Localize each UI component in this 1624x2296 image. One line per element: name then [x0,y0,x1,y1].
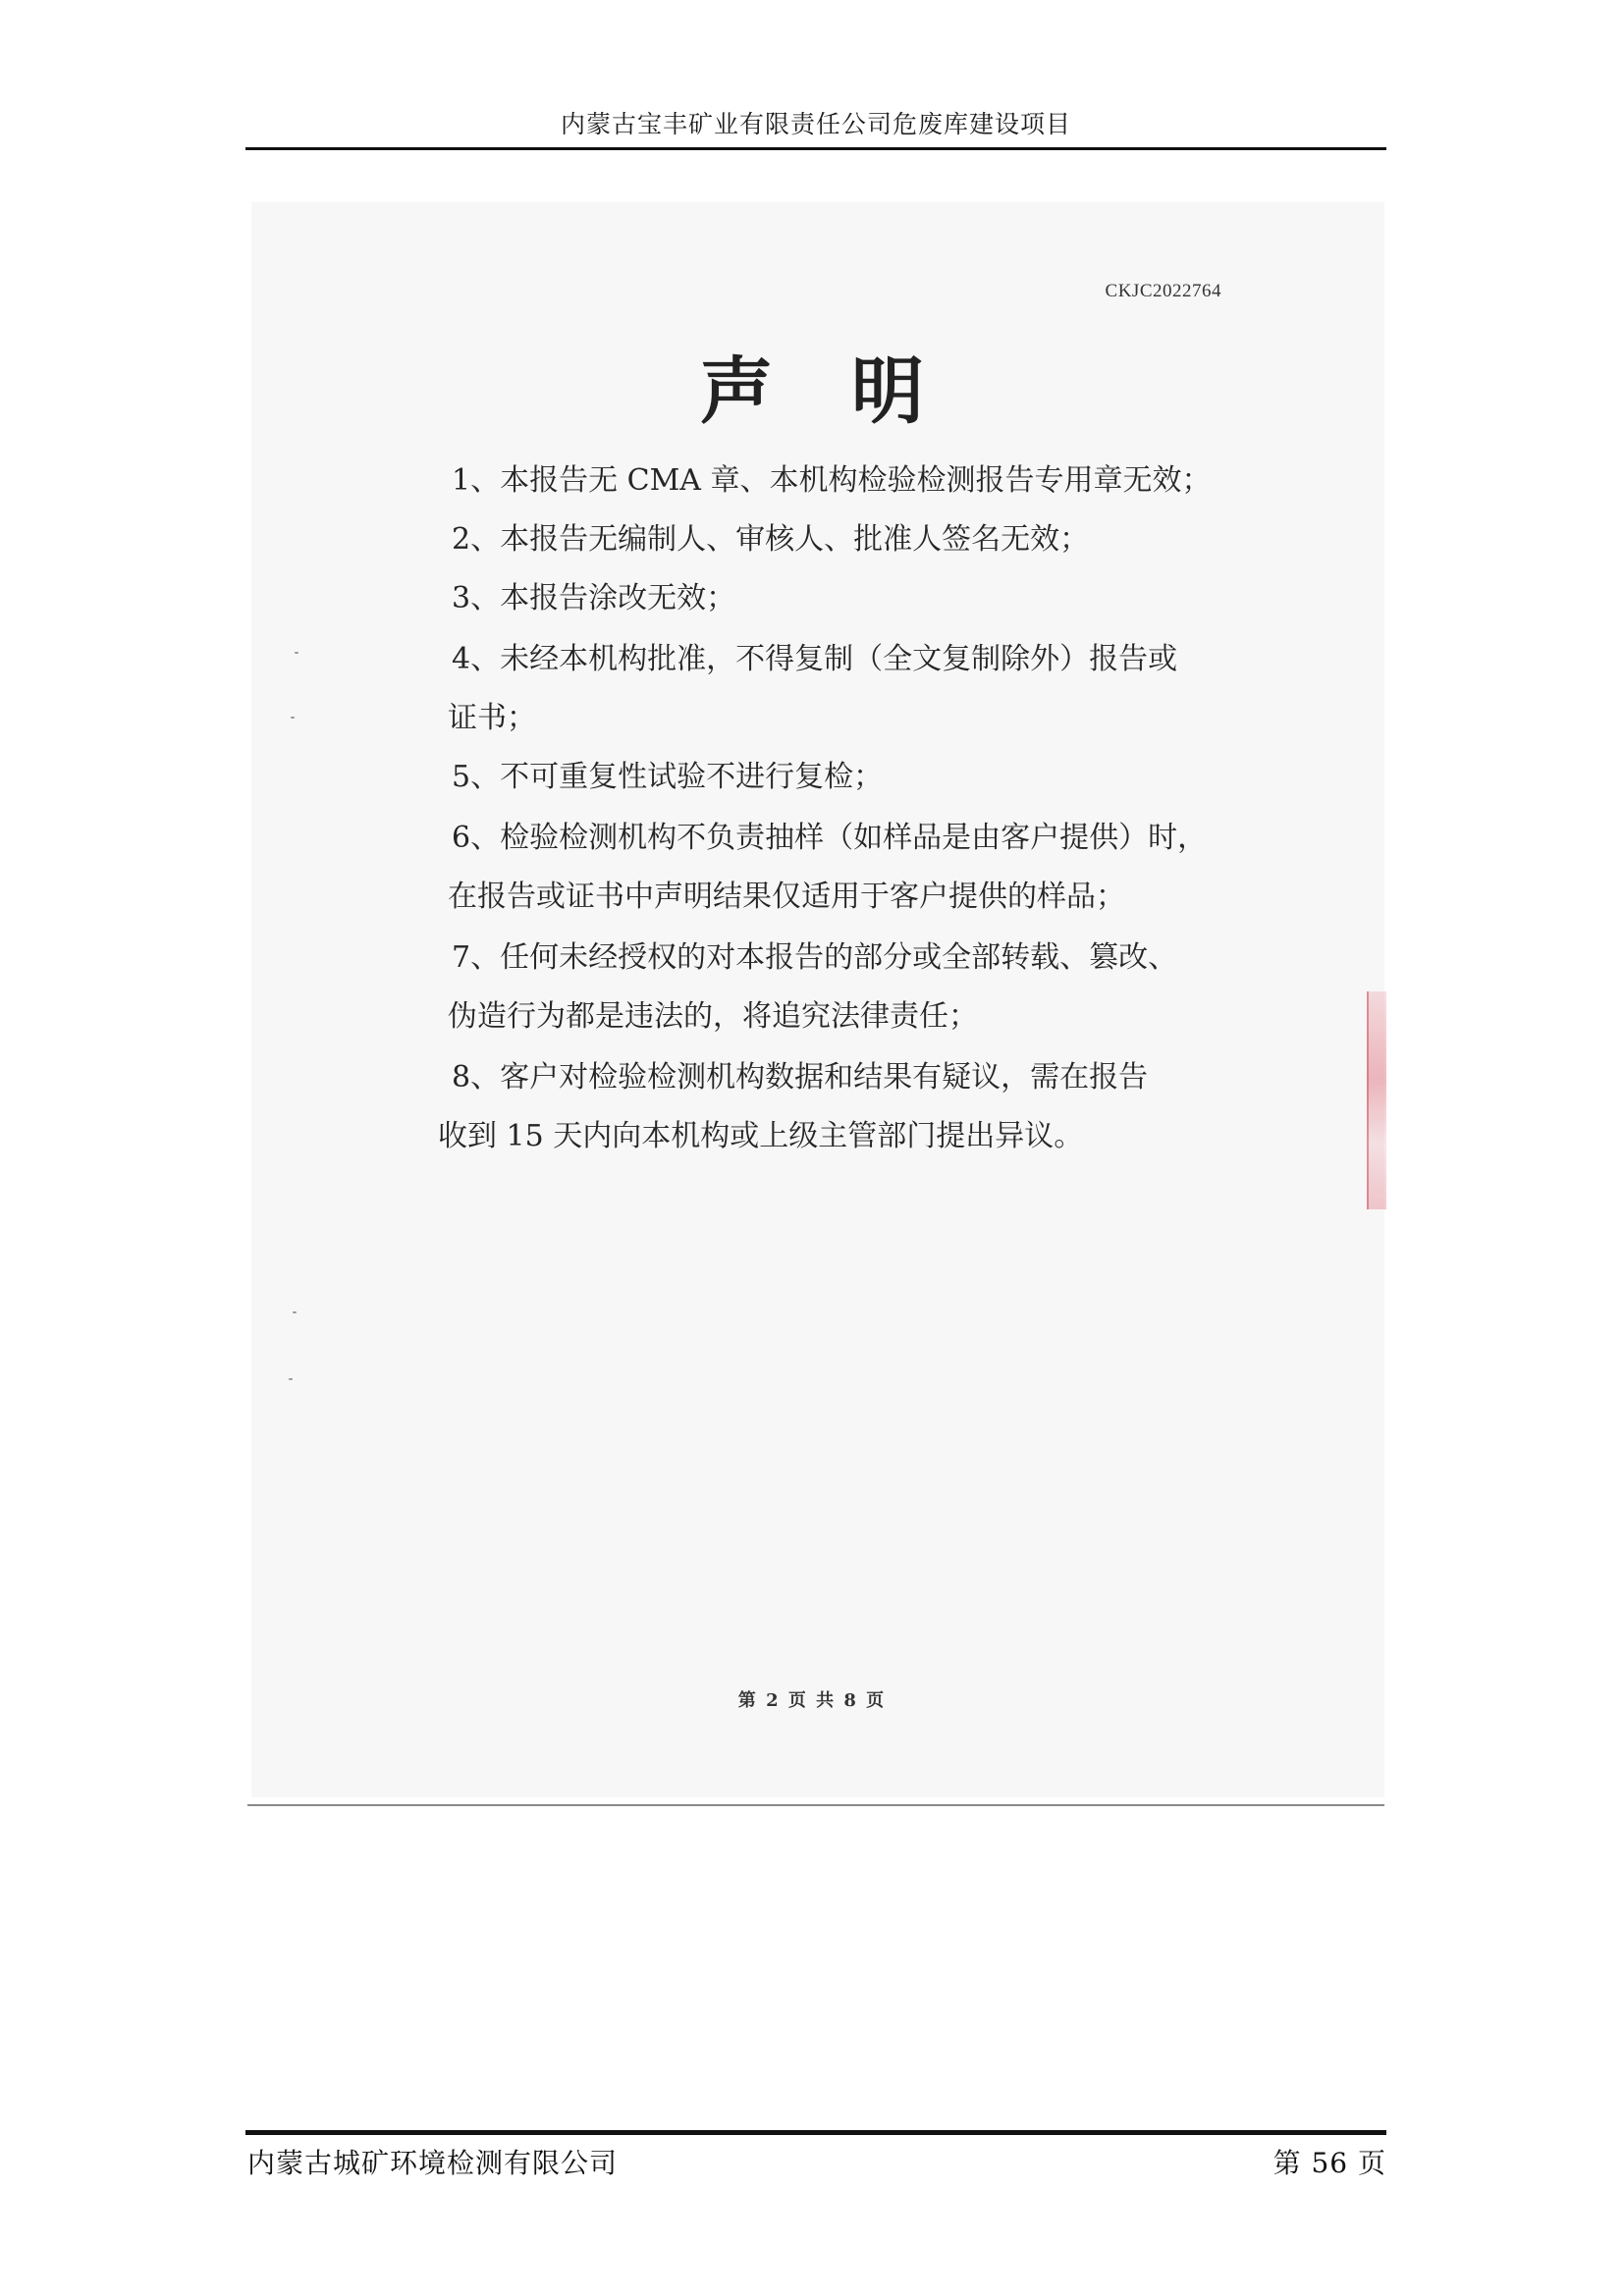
seal-stamp-edge [1367,991,1386,1209]
statement-title: 声明 [700,349,1002,434]
scan-speck [289,1378,293,1380]
header-divider [245,147,1386,150]
scan-speck [291,717,295,719]
clause-continuation: 证书； [448,701,536,735]
clause-3 [452,569,1227,628]
clause-text: 3、本报告涂改无效； [452,581,736,615]
scan-speck [295,652,298,654]
clause-1 [452,452,1227,510]
clause-continuation: 在报告或证书中声明结果仅适用于客户提供的样品； [448,880,1125,914]
clause-text: 5、不可重复性试验不进行复检； [452,760,884,794]
clause-4 [448,630,1227,748]
document-header-title: 内蒙古宝丰矿业有限责任公司危废库建设项目 [560,110,1071,138]
scan-speck [293,1311,297,1313]
clause-continuation: 伪造行为都是违法的，将追究法律责任； [448,999,978,1034]
clause-text: 7、任何未经授权的对本报告的部分或全部转载、篡改、 [452,940,1178,975]
inner-page-number: 第 2 页 共 8 页 [737,1690,887,1711]
footer-page-number: 第 56 页 [1272,2147,1386,2179]
clause-text: 6、检验检测机构不负责抽样（如样品是由客户提供）时， [452,821,1208,855]
report-number: CKJC2022764 [1105,281,1221,301]
clause-text: 4、未经本机构批准，不得复制（全文复制除外）报告或 [452,642,1178,676]
clause-7 [448,929,1227,1046]
clause-text: 1、本报告无 CMA 章、本机构检验检测报告专用章无效； [452,463,1212,498]
clause-5 [452,748,1227,807]
clause-continuation: 收到 15 天内向本机构或上级主管部门提出异议。 [438,1119,1084,1153]
footer-divider [245,2130,1386,2135]
clause-8 [438,1048,1227,1166]
clause-text: 2、本报告无编制人、审核人、批准人签名无效； [452,522,1090,557]
clause-text: 8、客户对检验检测机构数据和结果有疑议，需在报告 [452,1060,1149,1095]
clause-2 [452,510,1227,569]
footer-company: 内蒙古城矿环境检测有限公司 [247,2147,619,2179]
clause-6 [448,809,1227,927]
scan-bottom-edge [247,1804,1384,1806]
